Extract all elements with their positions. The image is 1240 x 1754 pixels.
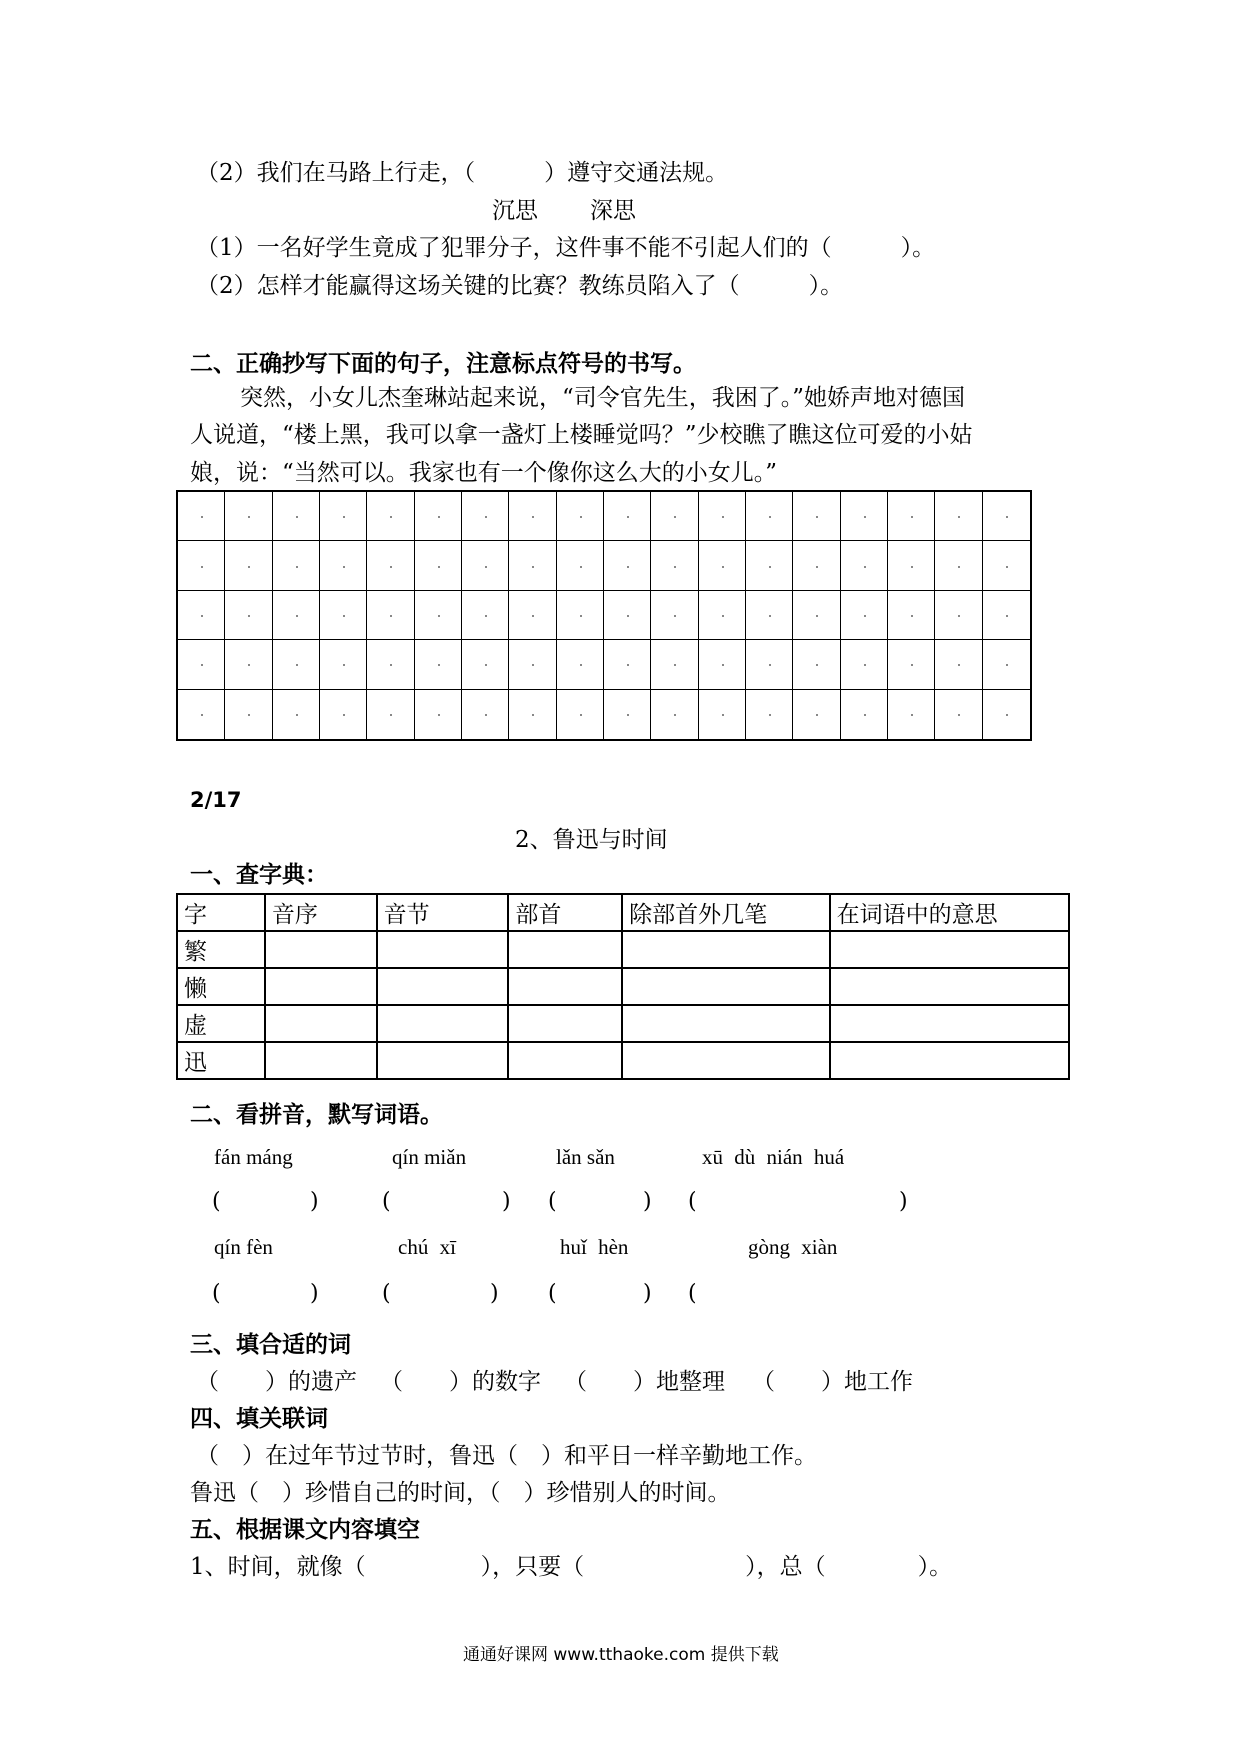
fill-item[interactable]: （ ）的遗产 [196, 1369, 357, 1395]
answer-cell[interactable] [265, 968, 377, 1005]
grid-cell[interactable] [557, 591, 604, 640]
character-cell: 懒 [177, 968, 265, 1005]
grid-cell[interactable] [983, 541, 1030, 590]
grid-cell[interactable] [509, 591, 556, 640]
grid-cell[interactable] [462, 591, 509, 640]
table-row [177, 931, 1069, 968]
answer-cell[interactable] [377, 931, 509, 968]
grid-cell[interactable] [178, 492, 225, 541]
answer-cell[interactable] [508, 1042, 622, 1079]
passage-line: 突然，小女儿杰奎琳站起来说，“司令官先生，我困了。”她娇声地对德国 [240, 385, 966, 411]
grid-cell[interactable] [604, 541, 651, 590]
grid-cell[interactable] [604, 690, 651, 739]
fill-item[interactable]: （ ）地整理 [564, 1369, 725, 1395]
grid-cell[interactable] [699, 640, 746, 689]
section-heading: 二、正确抄写下面的句子，注意标点符号的书写。 [190, 351, 696, 377]
grid-cell[interactable] [557, 541, 604, 590]
grid-cell[interactable] [320, 492, 367, 541]
grid-cell[interactable] [415, 591, 462, 640]
grid-cell[interactable] [367, 690, 414, 739]
answer-blank-close: ) [643, 1189, 652, 1214]
grid-cell[interactable] [415, 492, 462, 541]
answer-blank[interactable]: ( [688, 1281, 697, 1306]
grid-cell[interactable] [746, 640, 793, 689]
grid-cell[interactable] [841, 541, 888, 590]
exercise-line: （2）我们在马路上行走，（ ）遵守交通法规。 [196, 160, 729, 186]
answer-blank[interactable]: ( [548, 1281, 557, 1306]
grid-cell[interactable] [178, 640, 225, 689]
exercise-line: （ ）在过年节过节时，鲁迅（ ）和平日一样辛勤地工作。 [196, 1443, 817, 1469]
section-heading: 三、填合适的词 [190, 1332, 351, 1358]
grid-cell[interactable] [462, 492, 509, 541]
grid-cell[interactable] [793, 541, 840, 590]
answer-blank[interactable]: ( [688, 1189, 697, 1214]
grid-cell[interactable] [273, 690, 320, 739]
grid-cell[interactable] [225, 690, 272, 739]
grid-cell[interactable] [462, 640, 509, 689]
grid-cell[interactable] [557, 492, 604, 541]
grid-cell[interactable] [935, 591, 982, 640]
grid-cell[interactable] [888, 640, 935, 689]
grid-cell[interactable] [367, 492, 414, 541]
grid-cell[interactable] [935, 541, 982, 590]
pinyin-word: xū dù nián huá [702, 1145, 845, 1169]
grid-cell[interactable] [225, 541, 272, 590]
grid-cell[interactable] [178, 541, 225, 590]
footer-credit: 通通好课网 www.tthaoke.com 提供下载 [463, 1645, 779, 1665]
column-header: 音序 [265, 894, 377, 931]
answer-cell[interactable] [265, 931, 377, 968]
pinyin-word: qín miǎn [392, 1145, 467, 1169]
grid-cell[interactable] [178, 591, 225, 640]
grid-cell[interactable] [746, 541, 793, 590]
grid-cell[interactable] [746, 690, 793, 739]
table-row [177, 1005, 1069, 1042]
pinyin-word: chú xī [398, 1235, 456, 1259]
grid-cell[interactable] [699, 591, 746, 640]
grid-cell[interactable] [793, 690, 840, 739]
grid-cell[interactable] [415, 640, 462, 689]
dictionary-table [176, 893, 1070, 1080]
grid-cell[interactable] [178, 690, 225, 739]
grid-cell[interactable] [462, 690, 509, 739]
answer-blank-close: ) [643, 1281, 652, 1306]
grid-cell[interactable] [509, 690, 556, 739]
word-option: 深思 [590, 198, 636, 224]
grid-cell[interactable] [604, 492, 651, 541]
grid-cell[interactable] [320, 640, 367, 689]
answer-cell[interactable] [830, 1005, 1069, 1042]
grid-cell[interactable] [509, 492, 556, 541]
grid-cell[interactable] [557, 690, 604, 739]
table-header-row [177, 894, 1069, 931]
grid-cell[interactable] [935, 492, 982, 541]
grid-cell[interactable] [699, 492, 746, 541]
column-header: 音节 [377, 894, 509, 931]
answer-cell[interactable] [830, 931, 1069, 968]
writing-grid[interactable] [176, 490, 1032, 741]
answer-blank-close: ) [310, 1189, 319, 1214]
grid-cell[interactable] [699, 541, 746, 590]
pinyin-word: huǐ hèn [560, 1235, 629, 1259]
grid-cell[interactable] [367, 640, 414, 689]
table-row [177, 1042, 1069, 1079]
grid-cell[interactable] [320, 591, 367, 640]
grid-cell[interactable] [651, 541, 698, 590]
answer-cell[interactable] [508, 968, 622, 1005]
grid-cell[interactable] [746, 492, 793, 541]
answer-cell[interactable] [377, 968, 509, 1005]
answer-blank[interactable]: ( [212, 1189, 221, 1214]
pinyin-word: fán máng [214, 1145, 293, 1169]
grid-cell[interactable] [699, 690, 746, 739]
exercise-line: （1）一名好学生竟成了犯罪分子，这件事不能不引起人们的（ ）。 [196, 235, 936, 261]
answer-blank-close: ) [490, 1281, 499, 1306]
page-marker: 2/17 [190, 788, 242, 812]
grid-cell[interactable] [225, 591, 272, 640]
grid-cell[interactable] [793, 591, 840, 640]
grid-cell[interactable] [415, 690, 462, 739]
table-row [177, 968, 1069, 1005]
grid-cell[interactable] [273, 640, 320, 689]
grid-cell[interactable] [604, 640, 651, 689]
grid-cell[interactable] [983, 591, 1030, 640]
answer-cell[interactable] [377, 1042, 509, 1079]
grid-cell[interactable] [935, 690, 982, 739]
answer-cell[interactable] [830, 968, 1069, 1005]
pinyin-word: lǎn sǎn [556, 1145, 615, 1169]
character-cell: 繁 [177, 931, 265, 968]
grid-cell[interactable] [651, 591, 698, 640]
grid-cell[interactable] [841, 591, 888, 640]
grid-cell[interactable] [462, 541, 509, 590]
grid-cell[interactable] [983, 640, 1030, 689]
grid-cell[interactable] [225, 492, 272, 541]
passage-line: 人说道，“楼上黑，我可以拿一盏灯上楼睡觉吗？”少校瞧了瞧这位可爱的小姑 [190, 422, 973, 448]
answer-cell[interactable] [622, 931, 829, 968]
grid-cell[interactable] [273, 591, 320, 640]
column-header: 字 [177, 894, 265, 931]
grid-cell[interactable] [367, 541, 414, 590]
exercise-line: （2）怎样才能赢得这场关键的比赛？教练员陷入了（ ）。 [196, 273, 844, 299]
answer-blank[interactable]: ( [382, 1189, 391, 1214]
section-heading: 一、查字典： [190, 862, 328, 888]
answer-blank[interactable]: ( [548, 1189, 557, 1214]
exercise-line: 1、时间，就像（ ），只要（ ），总（ ）。 [190, 1554, 953, 1580]
answer-cell[interactable] [265, 1005, 377, 1042]
passage-line: 娘，说：“当然可以。我家也有一个像你这么大的小女儿。” [190, 460, 778, 486]
exercise-line: 鲁迅（ ）珍惜自己的时间，（ ）珍惜别人的时间。 [190, 1480, 731, 1506]
grid-cell[interactable] [604, 591, 651, 640]
grid-cell[interactable] [273, 492, 320, 541]
grid-cell[interactable] [509, 640, 556, 689]
answer-cell[interactable] [508, 931, 622, 968]
grid-cell[interactable] [888, 492, 935, 541]
answer-cell[interactable] [622, 1042, 829, 1079]
fill-item[interactable]: （ ）的数字 [380, 1369, 541, 1395]
grid-cell[interactable] [793, 492, 840, 541]
fill-item[interactable]: （ ）地工作 [752, 1369, 913, 1395]
column-header: 在词语中的意思 [830, 894, 1069, 931]
word-option: 沉思 [492, 198, 538, 224]
answer-blank-close: ) [502, 1189, 511, 1214]
grid-cell[interactable] [651, 492, 698, 541]
section-heading: 二、看拼音，默写词语。 [190, 1102, 443, 1128]
character-cell: 迅 [177, 1042, 265, 1079]
lesson-title: 2、鲁迅与时间 [515, 827, 668, 853]
grid-cell[interactable] [841, 492, 888, 541]
pinyin-word: gòng xiàn [748, 1235, 838, 1259]
answer-blank[interactable]: ( [212, 1281, 221, 1306]
grid-cell[interactable] [557, 640, 604, 689]
answer-cell[interactable] [377, 1005, 509, 1042]
answer-cell[interactable] [622, 1005, 829, 1042]
grid-cell[interactable] [841, 690, 888, 739]
answer-cell[interactable] [622, 968, 829, 1005]
section-heading: 四、填关联词 [190, 1406, 328, 1432]
grid-cell[interactable] [651, 640, 698, 689]
grid-cell[interactable] [983, 492, 1030, 541]
grid-cell[interactable] [320, 690, 367, 739]
character-cell: 虚 [177, 1005, 265, 1042]
grid-cell[interactable] [841, 640, 888, 689]
grid-cell[interactable] [273, 541, 320, 590]
column-header: 部首 [508, 894, 622, 931]
grid-cell[interactable] [320, 541, 367, 590]
grid-cell[interactable] [793, 640, 840, 689]
answer-cell[interactable] [508, 1005, 622, 1042]
answer-cell[interactable] [265, 1042, 377, 1079]
grid-cell[interactable] [651, 690, 698, 739]
grid-cell[interactable] [888, 591, 935, 640]
section-heading: 五、根据课文内容填空 [190, 1517, 420, 1543]
grid-cell[interactable] [935, 640, 982, 689]
grid-cell[interactable] [746, 591, 793, 640]
grid-cell[interactable] [888, 690, 935, 739]
grid-cell[interactable] [367, 591, 414, 640]
pinyin-word: qín fèn [214, 1235, 273, 1259]
grid-cell[interactable] [415, 541, 462, 590]
answer-blank-close: ) [899, 1189, 908, 1214]
grid-cell[interactable] [225, 640, 272, 689]
grid-cell[interactable] [888, 541, 935, 590]
grid-cell[interactable] [509, 541, 556, 590]
answer-blank[interactable]: ( [382, 1281, 391, 1306]
answer-blank-close: ) [310, 1281, 319, 1306]
answer-cell[interactable] [830, 1042, 1069, 1079]
grid-cell[interactable] [983, 690, 1030, 739]
column-header: 除部首外几笔 [622, 894, 829, 931]
